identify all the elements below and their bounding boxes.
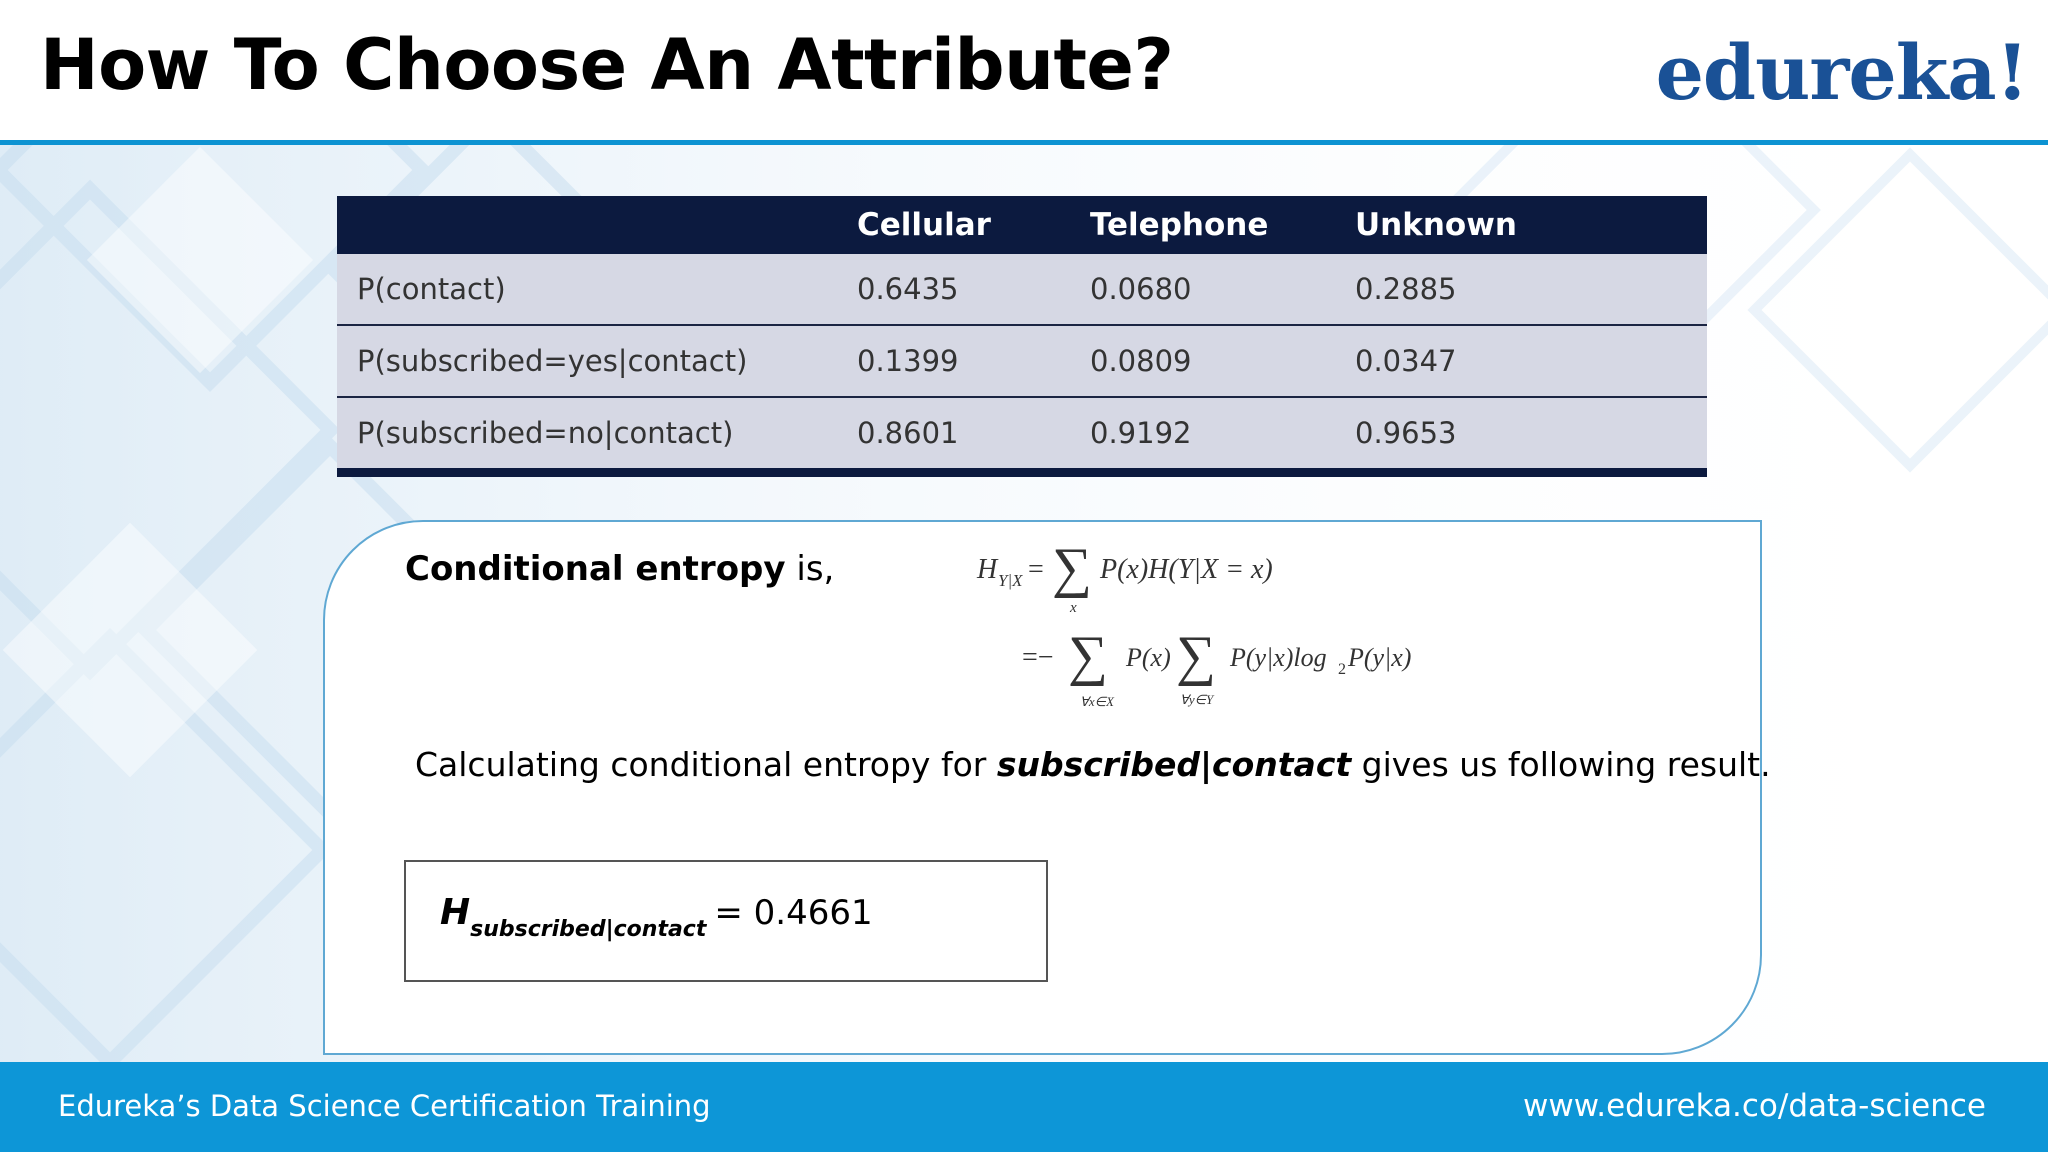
formula-line2-rhs-b: P(y|x)	[1348, 643, 1412, 672]
calculation-emphasis: subscribed|contact	[996, 745, 1352, 784]
sum-symbol: ∑	[1068, 625, 1108, 687]
table-cell: P(subscribed=yes|contact)	[337, 325, 857, 397]
table-cell: P(subscribed=no|contact)	[337, 397, 857, 473]
table-cell: 0.0347	[1355, 325, 1707, 397]
table-header-cell: Cellular	[857, 196, 1090, 254]
result-box	[404, 860, 1048, 982]
footer-bar	[0, 1062, 2048, 1152]
table-row	[337, 254, 1707, 325]
table-cell: 0.0809	[1090, 325, 1355, 397]
formula-log-base: 2	[1338, 661, 1346, 678]
table-cell: 0.9653	[1355, 397, 1707, 473]
table-cell: 0.0680	[1090, 254, 1355, 325]
calculation-suffix: gives us following result.	[1351, 745, 1771, 784]
table-cell: 0.8601	[857, 397, 1090, 473]
formula-lhs-subscript: Y|X	[998, 571, 1023, 590]
formula-equals: =	[1028, 554, 1044, 585]
table-cell: 0.9192	[1090, 397, 1355, 473]
table-row	[337, 397, 1707, 473]
table-cell: P(contact)	[337, 254, 857, 325]
probability-table	[337, 196, 1707, 477]
definition-suffix: is,	[785, 549, 835, 589]
footer-course-title: Edureka’s Data Science Certification Training	[58, 1089, 711, 1123]
footer-url: www.edureka.co/data-science	[1523, 1088, 1986, 1124]
table-header-cell: Unknown	[1355, 196, 1707, 254]
formula-lhs: H	[977, 554, 998, 585]
table-header-cell: Telephone	[1090, 196, 1355, 254]
table-header-cell	[337, 196, 857, 254]
formula-line2-rhs-a: P(y|x)log	[1230, 643, 1327, 672]
result-expression	[440, 892, 873, 942]
slide-title: How To Choose An Attribute?	[40, 24, 1174, 106]
sum-symbol: ∑	[1176, 625, 1216, 687]
table-cell: 0.2885	[1355, 254, 1707, 325]
calculation-sentence	[415, 744, 1771, 786]
edureka-logo: edureka!	[1655, 28, 2028, 117]
formula-line2-mid: P(x)	[1126, 643, 1171, 672]
definition-text	[405, 548, 834, 590]
table-header-row	[337, 196, 1707, 254]
conditional-entropy-formula	[970, 536, 1430, 716]
title-divider	[0, 140, 2048, 145]
formula-line2-sum2-sub: ∀y∈Y	[1180, 692, 1214, 707]
formula-line1-sum-sub: x	[1070, 600, 1077, 616]
result-value: = 0.4661	[714, 893, 873, 933]
formula-line2-sum1-sub: ∀x∈X	[1080, 694, 1114, 709]
formula-line2-prefix: =−	[1022, 642, 1054, 673]
table-row	[337, 325, 1707, 397]
calculation-prefix: Calculating conditional entropy for	[415, 745, 997, 784]
result-symbol: H	[440, 892, 471, 933]
result-subscript: subscribed|contact	[470, 917, 707, 942]
definition-term: Conditional entropy	[405, 549, 786, 589]
table-cell: 0.1399	[857, 325, 1090, 397]
formula-line1-rhs: P(x)H(Y|X = x)	[1100, 554, 1273, 585]
table-cell: 0.6435	[857, 254, 1090, 325]
sum-symbol: ∑	[1052, 537, 1092, 599]
